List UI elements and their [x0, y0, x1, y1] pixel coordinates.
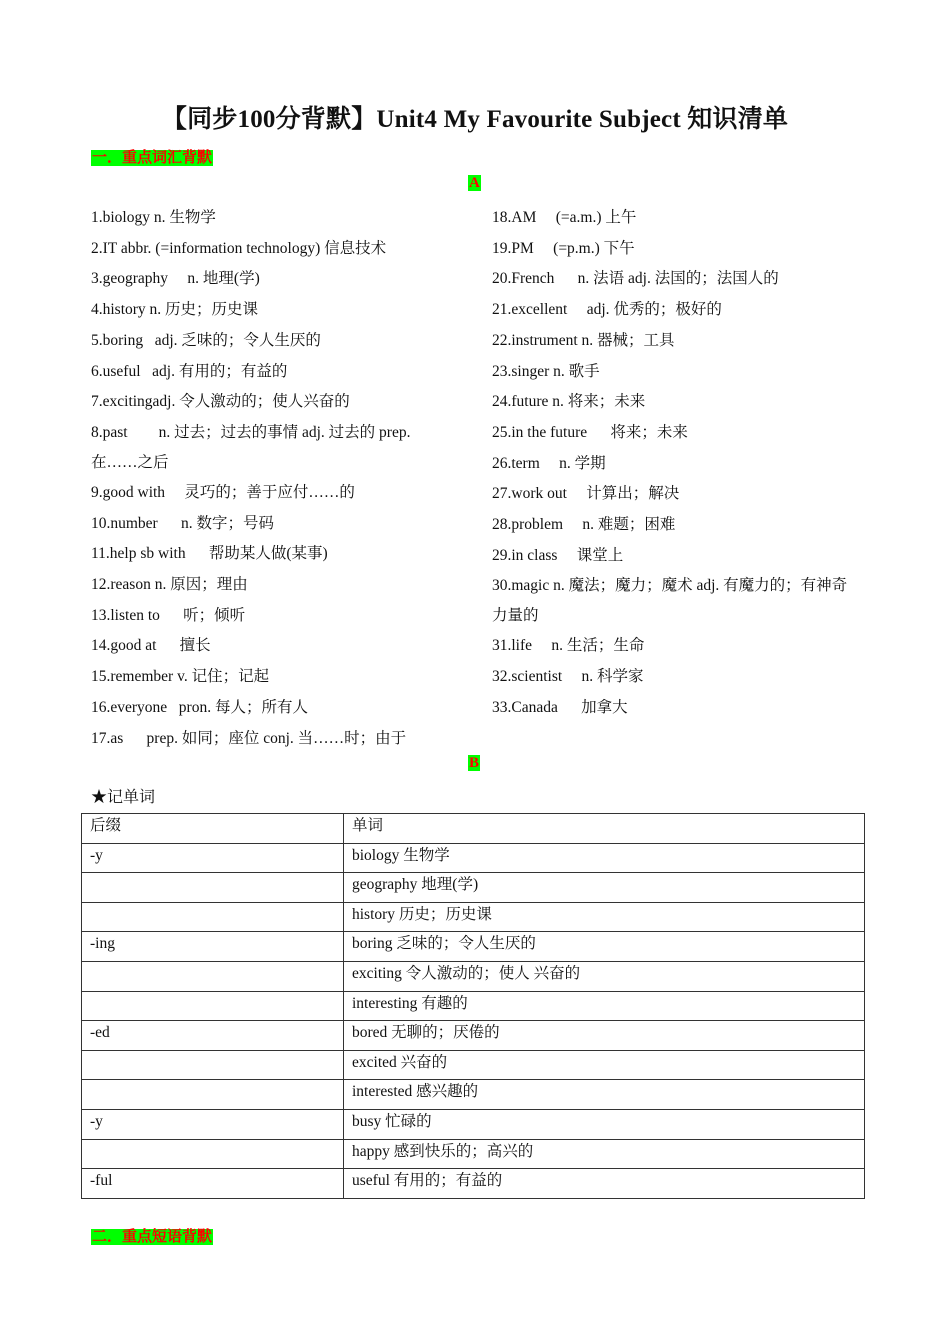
vocab-item: 32.scientist n. 科学家	[492, 668, 644, 686]
suffix-cell	[82, 1139, 344, 1169]
suffix-cell	[82, 1050, 344, 1080]
word-cell: exciting 令人激动的；使人 兴奋的	[344, 961, 865, 991]
vocab-item: 14.good at 擅长	[91, 637, 211, 655]
word-cell: busy 忙碌的	[344, 1109, 865, 1139]
suffix-cell	[82, 991, 344, 1021]
part-a-label	[468, 174, 481, 192]
vocab-item: 17.as prep. 如同；座位 conj. 当……时；由于	[91, 729, 407, 747]
table-header-row	[82, 814, 865, 844]
part-a-label-text: A	[469, 175, 480, 191]
vocab-item: 9.good with 灵巧的；善于应付……的	[91, 483, 355, 501]
vocab-item: 24.future n. 将来；未来	[492, 393, 646, 411]
vocab-item: 12.reason n. 原因；理由	[91, 576, 248, 594]
suffix-cell: -ed	[82, 1021, 344, 1051]
word-cell: biology 生物学	[344, 843, 865, 873]
vocab-item: 30.magic n. 魔法；魔力；魔术 adj. 有魔力的；有神奇力量的	[492, 577, 848, 625]
vocab-item: 16.everyone pron. 每人；所有人	[91, 698, 308, 716]
vocab-item: 11.help sb with 帮助某人做(某事)	[91, 545, 328, 563]
vocab-item: 19.PM (=p.m.) 下午	[492, 239, 635, 257]
word-cell: boring 乏味的；令人生厌的	[344, 932, 865, 962]
vocab-item: 31.life n. 生活；生命	[492, 637, 645, 655]
table-row	[82, 1050, 865, 1080]
suffix-cell	[82, 961, 344, 991]
vocab-item: 2.IT abbr. (=information technology) 信息技术	[91, 239, 387, 257]
table-row	[82, 1080, 865, 1110]
vocab-item: 21.excellent adj. 优秀的；极好的	[492, 301, 722, 319]
vocab-item: 20.French n. 法语 adj. 法国的；法国人的	[492, 270, 779, 288]
suffix-cell: -y	[82, 843, 344, 873]
suffix-table	[81, 813, 865, 1199]
vocab-item: 18.AM (=a.m.) 上午	[492, 209, 637, 226]
suffix-cell	[82, 873, 344, 903]
table-row	[82, 843, 865, 873]
table-row	[82, 1169, 865, 1199]
table-row	[82, 873, 865, 903]
word-cell: geography 地理(学)	[344, 873, 865, 903]
table-row	[82, 991, 865, 1021]
word-cell: interesting 有趣的	[344, 991, 865, 1021]
word-cell: bored 无聊的；厌倦的	[344, 1021, 865, 1051]
word-memory-heading: ★记单词	[91, 789, 156, 806]
table-row	[82, 1109, 865, 1139]
vocab-list-left	[91, 203, 446, 754]
table-row	[82, 961, 865, 991]
vocab-list-right	[492, 203, 857, 724]
suffix-cell	[82, 1080, 344, 1110]
vocab-item: 10.number n. 数字；号码	[91, 514, 274, 532]
suffix-cell: -y	[82, 1109, 344, 1139]
page-title: 【同步100分背默】Unit4 My Favourite Subject 知识清单	[161, 106, 789, 133]
part-b-label	[468, 754, 480, 772]
section-heading-vocabulary	[91, 146, 213, 167]
vocab-item: 3.geography n. 地理(学)	[91, 270, 260, 288]
suffix-cell: -ful	[82, 1169, 344, 1199]
suffix-cell: -ing	[82, 932, 344, 962]
word-cell: history 历史；历史课	[344, 902, 865, 932]
word-cell: interested 感兴趣的	[344, 1080, 865, 1110]
table-row	[82, 1021, 865, 1051]
word-cell: useful 有用的；有益的	[344, 1169, 865, 1199]
vocab-item: 6.useful adj. 有用的；有益的	[91, 362, 288, 380]
table-row	[82, 932, 865, 962]
vocab-item: 8.past n. 过去；过去的事情 adj. 过去的 prep. 在……之后	[91, 423, 411, 471]
vocab-item: 1.biology n. 生物学	[91, 209, 216, 226]
part-b-label-text: B	[469, 755, 480, 771]
suffix-table-body	[82, 843, 865, 1198]
word-cell: happy 感到快乐的；高兴的	[344, 1139, 865, 1169]
section-heading-vocabulary-text: 一．重点词汇背默	[92, 150, 213, 166]
vocab-item: 25.in the future 将来；未来	[492, 423, 688, 441]
vocab-item: 28.problem n. 难题；困难	[492, 516, 676, 534]
header-word: 单词	[344, 814, 865, 844]
section-heading-phrases-text: 二．重点短语背默	[92, 1229, 213, 1245]
header-suffix: 后缀	[82, 814, 344, 844]
suffix-cell	[82, 902, 344, 932]
word-cell: excited 兴奋的	[344, 1050, 865, 1080]
section-heading-phrases	[91, 1225, 213, 1246]
vocab-item: 5.boring adj. 乏味的；令人生厌的	[91, 331, 321, 349]
vocab-item: 22.instrument n. 器械；工具	[492, 331, 675, 349]
vocab-item: 4.history n. 历史；历史课	[91, 301, 259, 319]
vocab-item: 7.excitingadj. 令人激动的；使人兴奋的	[91, 393, 350, 411]
vocab-item: 29.in class 课堂上	[492, 546, 624, 564]
table-row	[82, 1139, 865, 1169]
vocab-item: 15.remember v. 记住；记起	[91, 668, 270, 686]
table-row	[82, 902, 865, 932]
vocab-item: 33.Canada 加拿大	[492, 698, 628, 716]
vocab-item: 23.singer n. 歌手	[492, 362, 600, 380]
vocab-item: 26.term n. 学期	[492, 454, 606, 472]
vocab-item: 27.work out 计算出；解决	[492, 485, 680, 503]
vocab-item: 13.listen to 听；倾听	[91, 606, 246, 624]
